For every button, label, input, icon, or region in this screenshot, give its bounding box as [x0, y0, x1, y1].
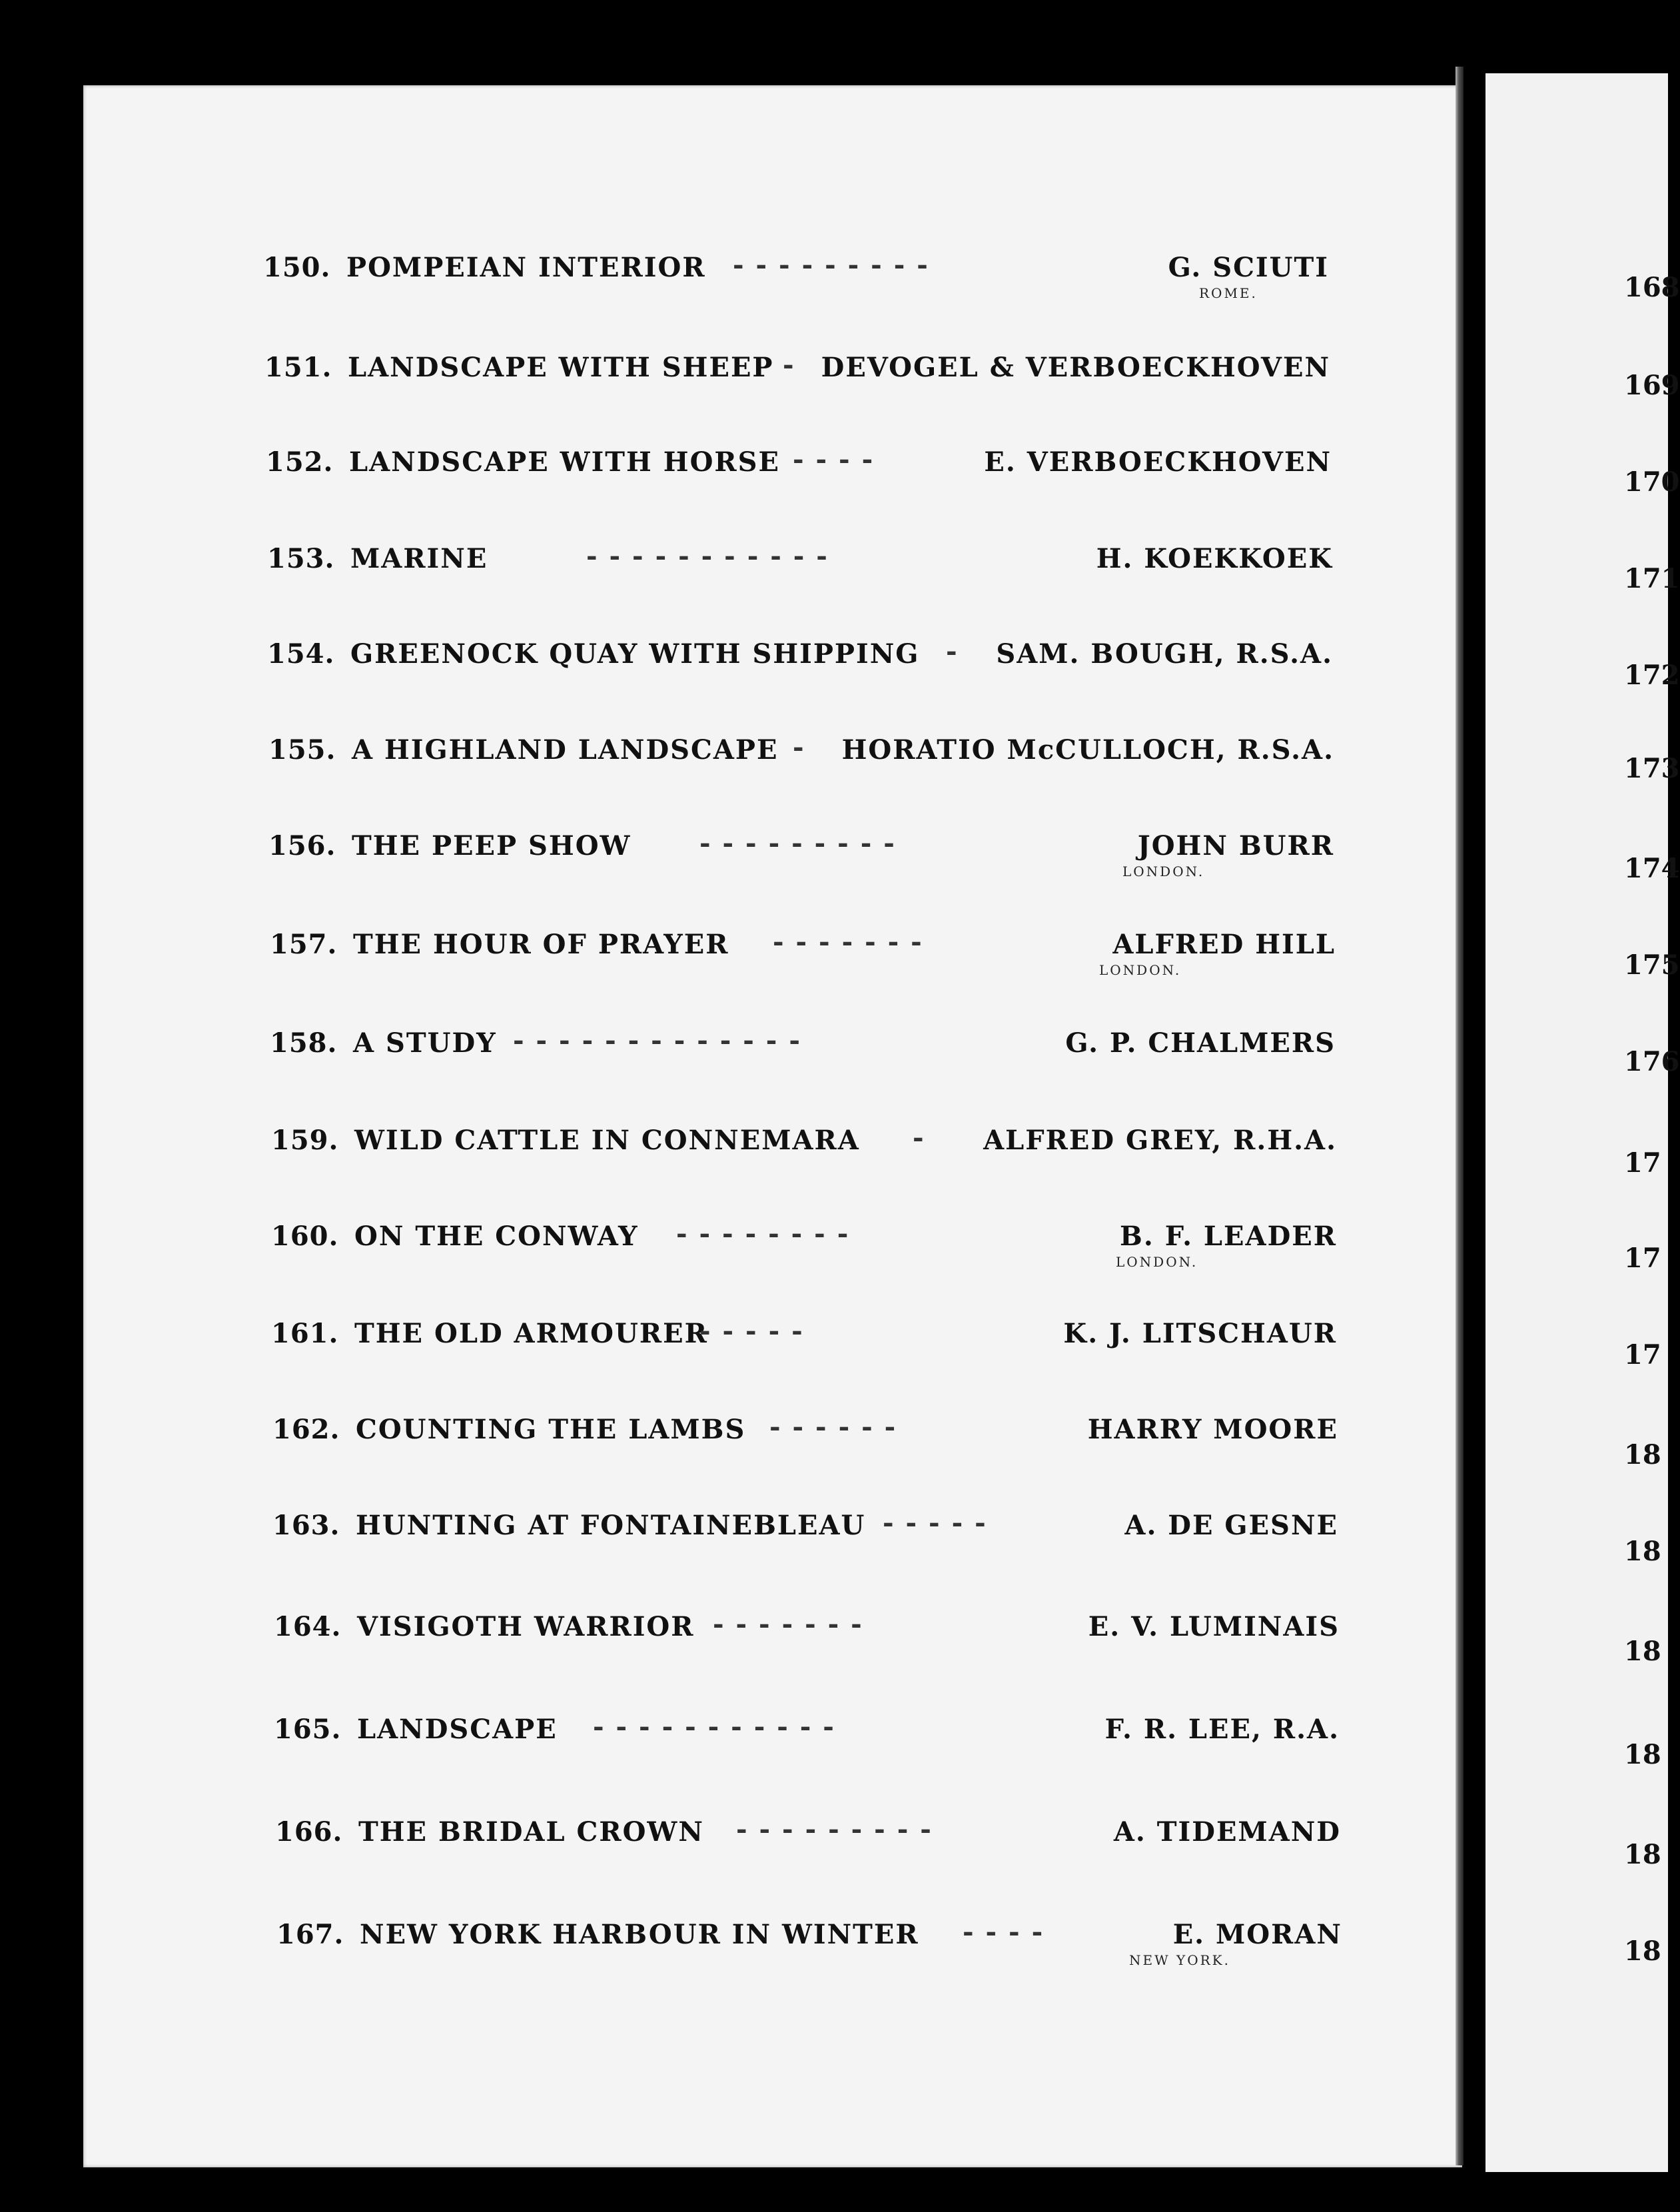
entry-place: LONDON. [1099, 962, 1182, 978]
catalogue-entry [264, 349, 1330, 398]
catalogue-entry [268, 734, 1334, 781]
leader-dashes: - - - - - [883, 1507, 987, 1538]
entry-title: LANDSCAPE WITH HORSE [349, 446, 781, 478]
entry-number: 162. [272, 1414, 340, 1445]
entry-title: THE BRIDAL CROWN [358, 1816, 704, 1848]
entry-artist: HARRY MOORE [1087, 1414, 1338, 1445]
right-page-entry-number: 172 [1624, 660, 1680, 691]
catalogue-entry [268, 830, 1334, 877]
entry-artist: E. V. LUMINAIS [1088, 1611, 1340, 1642]
entry-artist: A. DE GESNE [1124, 1510, 1338, 1541]
entry-title: LANDSCAPE WITH SHEEP [348, 352, 774, 383]
right-page-entry-number: 17 [1624, 1339, 1661, 1371]
entry-artist: ALFRED HILL [1112, 929, 1336, 960]
entry-title: COUNTING THE LAMBS [356, 1414, 746, 1445]
leader-dashes: - [783, 349, 795, 380]
entry-artist: G. SCIUTI [1168, 252, 1329, 283]
catalogue-entry [271, 1122, 1337, 1171]
right-page-entry-number: 18 [1624, 1739, 1661, 1770]
entry-title: VISIGOTH WARRIOR [357, 1611, 695, 1642]
entry-artist: E. VERBOECKHOVEN [984, 446, 1332, 478]
book-spine [1456, 67, 1464, 2165]
leader-dashes: - - - - - - - [713, 1608, 863, 1640]
catalogue-entry [267, 540, 1333, 590]
leader-dashes: - - - - - - - - - - - - - [513, 1025, 801, 1056]
catalogue-entry [272, 1507, 1338, 1556]
leader-dashes: - - - - - - - - [676, 1218, 850, 1249]
entry-artist: SAM. BOUGH, R.S.A. [996, 638, 1333, 670]
catalogue-entry [274, 1711, 1340, 1760]
leader-dashes: - - - - - - - - - [699, 828, 896, 859]
entry-number: 157. [270, 929, 338, 960]
catalogue-entry [271, 1218, 1337, 1270]
right-page-entry-number: 170 [1624, 466, 1680, 498]
entry-artist: H. KOEKKOEK [1096, 543, 1333, 574]
catalogue-entry [272, 1411, 1338, 1460]
catalogue-entry [270, 926, 1336, 978]
entry-title: WILD CATTLE IN CONNEMARA [354, 1125, 860, 1156]
entry-artist: HORATIO McCULLOCH, R.S.A. [841, 734, 1334, 766]
entry-number: 163. [272, 1510, 340, 1541]
right-page-entry-number: 168 [1624, 272, 1680, 303]
catalogue-entry [266, 446, 1332, 493]
leader-dashes: - [913, 1122, 925, 1153]
leader-dashes: - [946, 636, 959, 667]
entry-artist: A. TIDEMAND [1113, 1816, 1341, 1848]
catalogue-entry [275, 1816, 1341, 1863]
right-page-entry-number: 17 [1624, 1147, 1661, 1179]
leader-dashes: - - - - - - [769, 1411, 897, 1442]
leader-dashes: - - - - - [699, 1315, 804, 1347]
entry-artist: JOHN BURR [1137, 830, 1334, 861]
right-page-entry-number: 174 [1624, 853, 1680, 884]
entry-number: 166. [275, 1816, 343, 1848]
right-page-entry-number: 171 [1624, 563, 1680, 594]
leader-dashes: - - - - [793, 444, 875, 475]
entry-number: 154. [267, 638, 335, 670]
entry-title: THE PEEP SHOW [352, 830, 631, 861]
entry-title: POMPEIAN INTERIOR [346, 252, 706, 283]
entry-number: 158. [270, 1027, 338, 1059]
entry-title: A HIGHLAND LANDSCAPE [352, 734, 779, 766]
right-page-entry-number: 18 [1624, 1439, 1661, 1470]
entry-number: 160. [271, 1221, 339, 1252]
entry-number: 164. [274, 1611, 342, 1642]
entry-number: 151. [264, 352, 332, 383]
catalogue-entry [271, 1315, 1337, 1365]
entry-place: LONDON. [1122, 863, 1205, 879]
entry-artist: E. MORAN [1172, 1919, 1342, 1950]
catalogue-entry [270, 1027, 1336, 1074]
catalogue-entry [274, 1608, 1340, 1658]
entry-title: A STUDY [353, 1027, 497, 1059]
right-page-entry-number: 18 [1624, 1839, 1661, 1870]
entry-title: NEW YORK HARBOUR IN WINTER [360, 1919, 919, 1950]
entry-place: NEW YORK. [1129, 1952, 1230, 1968]
right-page-entry-number: 176 [1624, 1046, 1680, 1077]
entry-title: HUNTING AT FONTAINEBLEAU [356, 1510, 866, 1541]
entry-number: 159. [271, 1125, 339, 1156]
entry-number: 150. [263, 252, 331, 283]
catalogue-entry [267, 638, 1333, 685]
right-page-entry-number: 173 [1624, 753, 1680, 784]
entry-artist: DEVOGEL & VERBOECKHOVEN [821, 352, 1330, 383]
right-page-entry-number: 169 [1624, 370, 1680, 401]
entry-artist: K. J. LITSCHAUR [1063, 1318, 1337, 1349]
entry-title: THE OLD ARMOURER [354, 1318, 708, 1349]
entry-title: ON THE CONWAY [354, 1221, 639, 1252]
leader-dashes: - - - - - - - - - - - [593, 1711, 835, 1742]
right-page-entry-number: 18 [1624, 1936, 1661, 1967]
entry-number: 155. [268, 734, 336, 766]
leader-dashes: - - - - - - - - - [736, 1814, 933, 1845]
leader-dashes: - - - - [963, 1916, 1045, 1947]
right-page-entry-number: 18 [1624, 1636, 1661, 1667]
entry-artist: F. R. LEE, R.A. [1104, 1714, 1340, 1745]
catalogue-entry [276, 1916, 1342, 1968]
right-page-entry-number: 18 [1624, 1536, 1661, 1567]
entry-place: LONDON. [1116, 1254, 1198, 1270]
entry-title: MARINE [350, 543, 488, 574]
entry-number: 165. [274, 1714, 342, 1745]
entry-number: 156. [268, 830, 336, 861]
entry-place: ROME. [1199, 285, 1258, 301]
leader-dashes: - - - - - - - - - [733, 249, 929, 280]
entry-title: LANDSCAPE [357, 1714, 558, 1745]
right-page-entry-number: 17 [1624, 1243, 1661, 1274]
entry-title: THE HOUR OF PRAYER [353, 929, 729, 960]
entry-artist: B. F. LEADER [1120, 1221, 1337, 1252]
entry-number: 152. [266, 446, 334, 478]
leader-dashes: - - - - - - - [773, 926, 923, 957]
right-page-entry-number: 175 [1624, 949, 1680, 981]
entry-number: 161. [271, 1318, 339, 1349]
entry-number: 167. [276, 1919, 344, 1950]
entry-title: GREENOCK QUAY WITH SHIPPING [350, 638, 920, 670]
entry-number: 153. [267, 543, 335, 574]
leader-dashes: - [793, 732, 805, 763]
entry-artist: G. P. CHALMERS [1065, 1027, 1336, 1059]
entry-artist: ALFRED GREY, R.H.A. [983, 1125, 1337, 1156]
leader-dashes: - - - - - - - - - - - [586, 540, 829, 572]
catalogue-entry [263, 249, 1329, 301]
